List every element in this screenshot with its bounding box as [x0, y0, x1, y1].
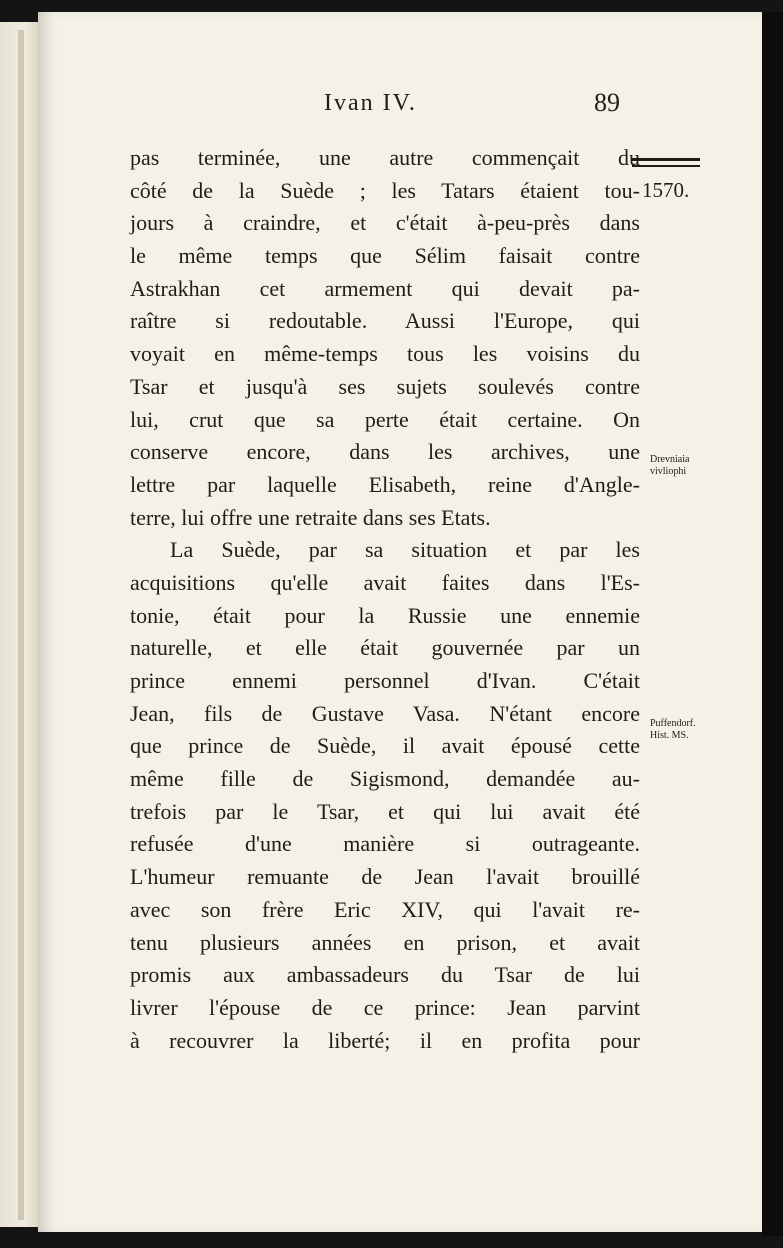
text-line: Astrakhan cet armement qui devait pa- — [130, 275, 640, 301]
body-text — [130, 142, 640, 1057]
text-line: jours à craindre, et c'était à-peu-près dans — [130, 210, 640, 236]
text-line: promis aux ambassadeurs du Tsar de lui — [130, 962, 640, 988]
text-line: le même temps que Sélim faisait contre — [130, 243, 640, 269]
margin-note-line: Puffendorf. — [650, 718, 696, 729]
text-line: terre, lui offre une retraite dans ses Etats. — [130, 504, 491, 530]
text-line: La Suède, par sa situation et par les — [170, 537, 640, 563]
binding-gutter — [18, 30, 24, 1220]
text-line: Jean, fils de Gustave Vasa. N'étant encore — [130, 700, 640, 726]
text-line: tonie, était pour la Russie une ennemie — [130, 602, 640, 628]
text-line: acquisitions qu'elle avait faites dans l'Es- — [130, 569, 640, 595]
margin-year: 1570. — [642, 178, 690, 202]
text-line: raître si redoutable. Aussi l'Europe, qui — [130, 308, 640, 334]
margin-note-source — [650, 454, 689, 478]
book-page — [38, 12, 762, 1232]
text-line: lettre par laquelle Elisabeth, reine d'Angle- — [130, 471, 640, 497]
text-line: que prince de Suède, il avait épousé cette — [130, 733, 640, 759]
text-line: voyait en même-temps tous les voisins du — [130, 341, 640, 367]
text-line: livrer l'épouse de ce prince: Jean parvint — [130, 994, 640, 1020]
text-line: côté de la Suède ; les Tatars étaient tou- — [130, 177, 640, 203]
page-number: 89 — [594, 88, 620, 117]
page-header — [38, 90, 762, 130]
margin-note-line: Drevniaia — [650, 454, 690, 465]
running-title: Ivan IV. — [324, 90, 417, 116]
margin-rule — [632, 158, 700, 167]
text-line: à recouvrer la liberté; il en profita pour — [130, 1027, 640, 1053]
margin-note-line: vivliophi — [650, 466, 687, 477]
text-line: trefois par le Tsar, et qui lui avait été — [130, 798, 640, 824]
margin-note-line: Hist. MS. — [650, 730, 689, 741]
text-line: avec son frère Eric XIV, qui l'avait re- — [130, 896, 640, 922]
text-line: pas terminée, une autre commençait du — [130, 145, 640, 170]
scan-border — [762, 12, 783, 1236]
text-line: conserve encore, dans les archives, une — [130, 439, 640, 465]
text-line: naturelle, et elle était gouvernée par un — [130, 635, 640, 661]
margin-note-source — [650, 718, 696, 742]
text-line: tenu plusieurs années en prison, et avait — [130, 929, 640, 955]
text-line: lui, crut que sa perte était certaine. On — [130, 406, 640, 432]
text-line: L'humeur remuante de Jean l'avait brouillé — [130, 864, 640, 890]
text-line: même fille de Sigismond, demandée au- — [130, 766, 640, 792]
text-line: refusée d'une manière si outrageante. — [130, 831, 640, 857]
text-line: Tsar et jusqu'à ses sujets soulevés contre — [130, 373, 640, 399]
text-line: prince ennemi personnel d'Ivan. C'était — [130, 668, 640, 693]
